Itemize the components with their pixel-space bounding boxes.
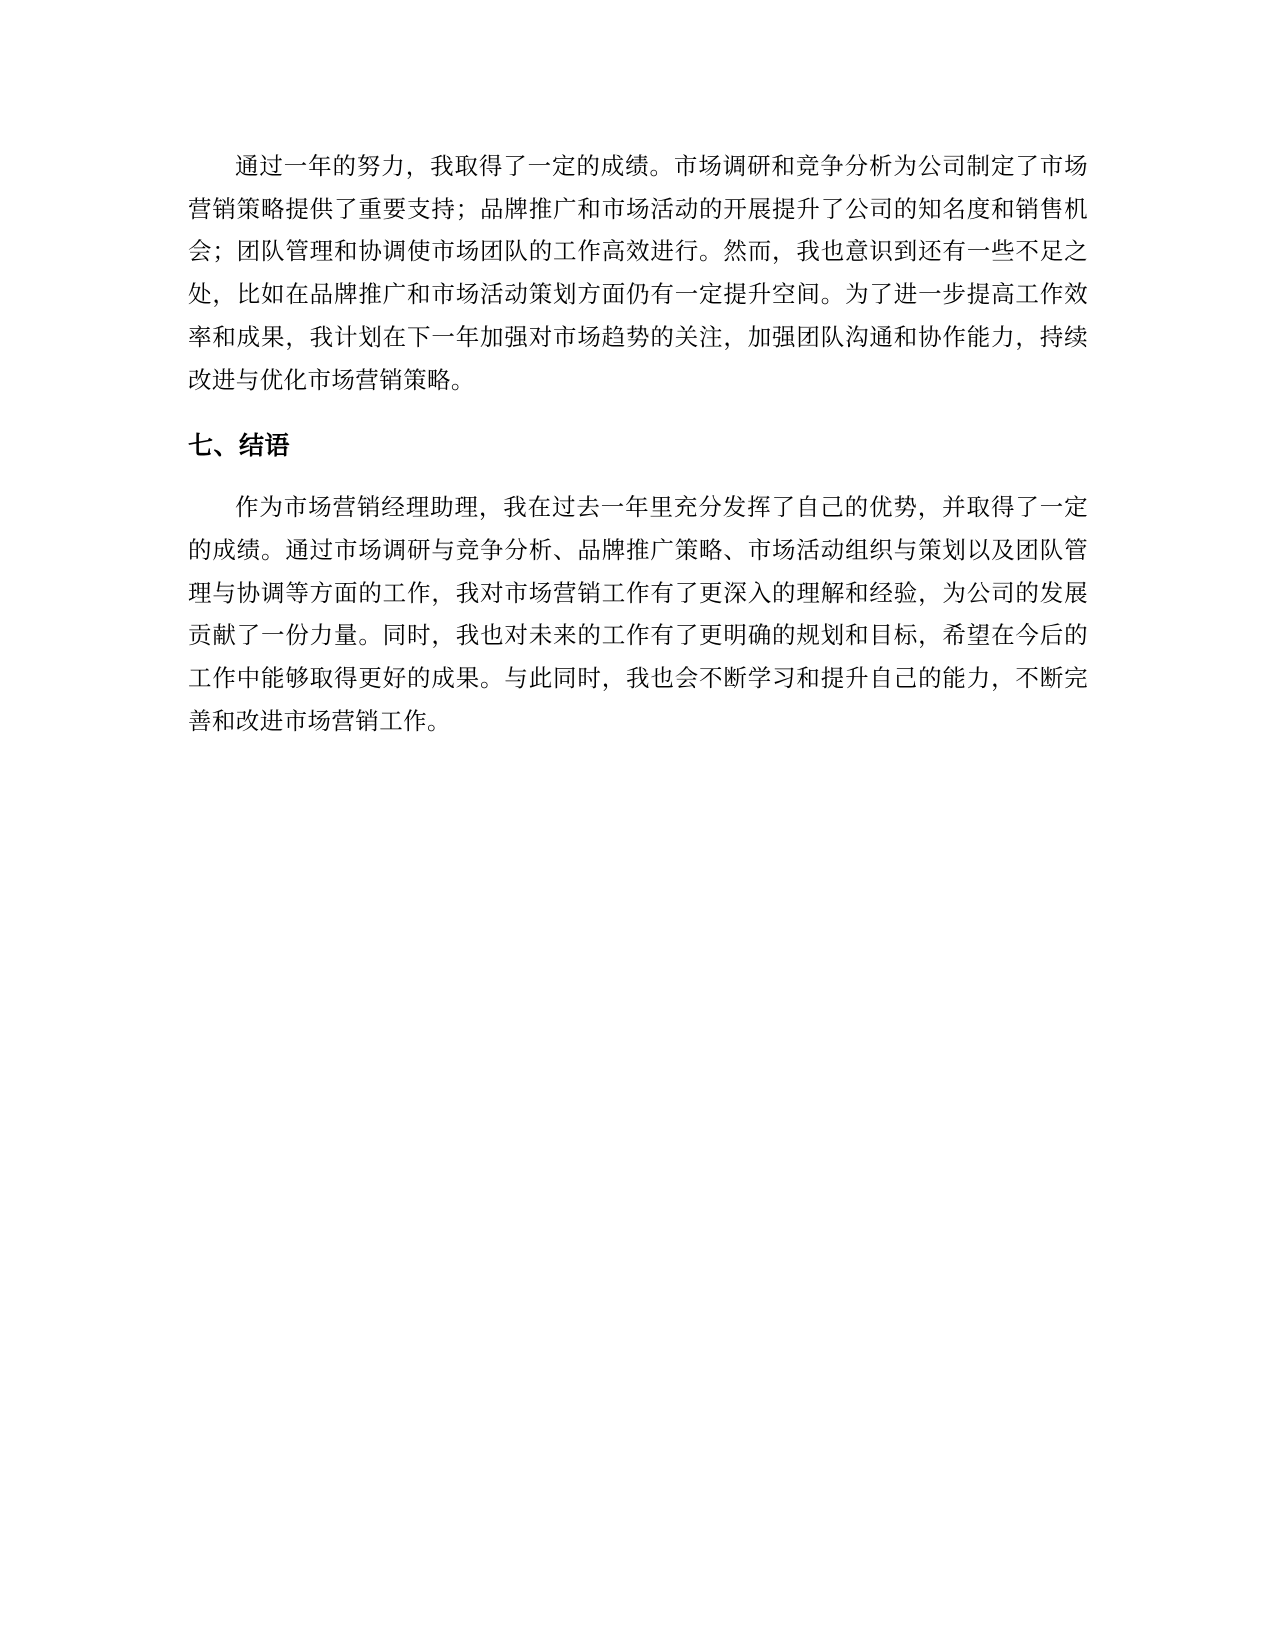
- conclusion-paragraph: 作为市场营销经理助理，我在过去一年里充分发挥了自己的优势，并取得了一定的成绩。通过市场调研与竞争分析、品牌推广策略、市场活动组织与策划以及团队管理与协调等方面的工作，我对市场营销工作有了更深入的理解和经验，为公司的发展贡献了一份力量。同时，我也对未来的工作有了更明确的规划和目标，希望在今后的工作中能够取得更好的成果。与此同时，我也会不断学习和提升自己的能力，不断完善和改进市场营销工作。: [188, 493, 1088, 735]
- summary-paragraph: 通过一年的努力，我取得了一定的成绩。市场调研和竞争分析为公司制定了市场营销策略提供了重要支持；品牌推广和市场活动的开展提升了公司的知名度和销售机会；团队管理和协调使市场团队的工作高效进行。然而，我也意识到还有一些不足之处，比如在品牌推广和市场活动策划方面仍有一定提升空间。为了进一步提高工作效率和成果，我计划在下一年加强对市场趋势的关注，加强团队沟通和协作能力，持续改进与优化市场营销策略。: [188, 152, 1088, 394]
- section-heading-conclusion: 七、结语: [188, 431, 291, 461]
- document-body: [188, 145, 1088, 742]
